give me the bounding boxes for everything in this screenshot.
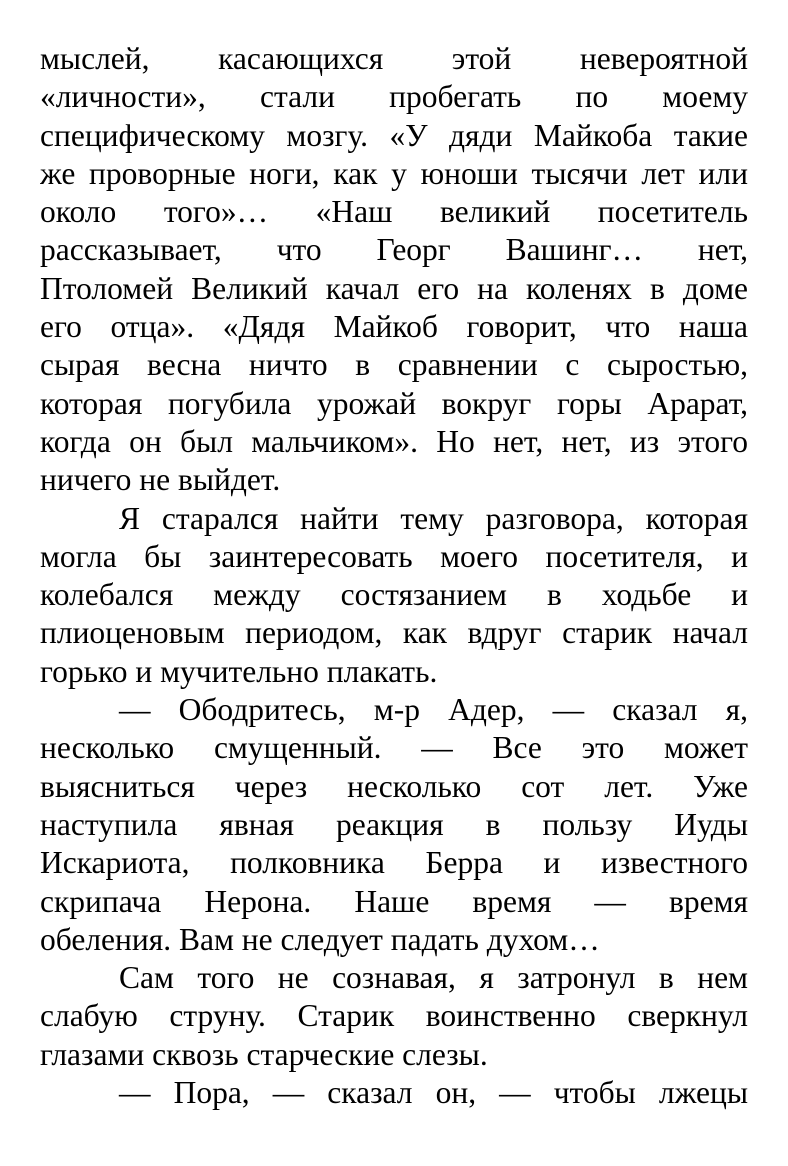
text-line: — Ободритесь, м-р Адер, — сказал я,: [119, 692, 748, 728]
text-line: колебался между состязанием в ходьбе и: [40, 577, 748, 613]
text-line: скрипача Нерона. Наше время — время: [40, 883, 748, 919]
text-line: когда он был мальчиком». Но нет, нет, из этого: [40, 423, 748, 459]
text-line: около того»… «Наш великий посетитель: [40, 194, 748, 230]
paragraph: [40, 500, 748, 691]
book-page: [40, 40, 748, 1112]
text-line: слабую струну. Старик воинственно сверкнул: [40, 998, 748, 1034]
text-line: плиоценовым периодом, как вдруг старик начал: [40, 615, 748, 651]
text-line: ничего не выйдет.: [40, 462, 281, 498]
paragraph: [40, 1074, 748, 1112]
text-line: рассказывает, что Георг Вашинг… нет,: [40, 232, 748, 268]
text-line: выясниться через несколько сот лет. Уже: [40, 768, 748, 804]
text-line: мыслей, касающихся этой невероятной: [40, 41, 748, 76]
text-line: — Пора, — сказал он, — чтобы лжецы: [119, 1075, 748, 1111]
text-line: обеления. Вам не следует падать духом…: [40, 921, 600, 957]
text-line: Птоломей Великий качал его на коленях в доме: [40, 270, 748, 306]
text-line: Сам того не сознавая, я затронул в нем: [119, 960, 748, 996]
text-line: которая погубила урожай вокруг горы Арарат,: [40, 385, 748, 421]
text-line: могла бы заинтересовать моего посетителя, и: [40, 538, 748, 574]
text-line: наступила явная реакция в пользу Иуды: [40, 806, 748, 842]
text-line: Искариота, полковника Берра и известного: [40, 845, 748, 881]
text-line: же проворные ноги, как у юноши тысячи лет или: [40, 155, 748, 191]
paragraph: [40, 959, 748, 1074]
text-line: несколько смущенный. — Все это может: [40, 730, 748, 766]
text-line: специфическому мозгу. «У дяди Майкоба такие: [40, 117, 748, 153]
text-line: Я старался найти тему разговора, которая: [119, 500, 748, 536]
text-line: горько и мучительно плакать.: [40, 653, 438, 689]
text-line: «личности», стали пробегать по моему: [40, 79, 748, 115]
text-line: его отца». «Дядя Майкоб говорит, что наша: [40, 309, 748, 345]
text-line: глазами сквозь старческие слезы.: [40, 1036, 488, 1072]
paragraph: [40, 691, 748, 959]
paragraph: [40, 40, 748, 500]
text-line: сырая весна ничто в сравнении с сыростью,: [40, 347, 748, 383]
